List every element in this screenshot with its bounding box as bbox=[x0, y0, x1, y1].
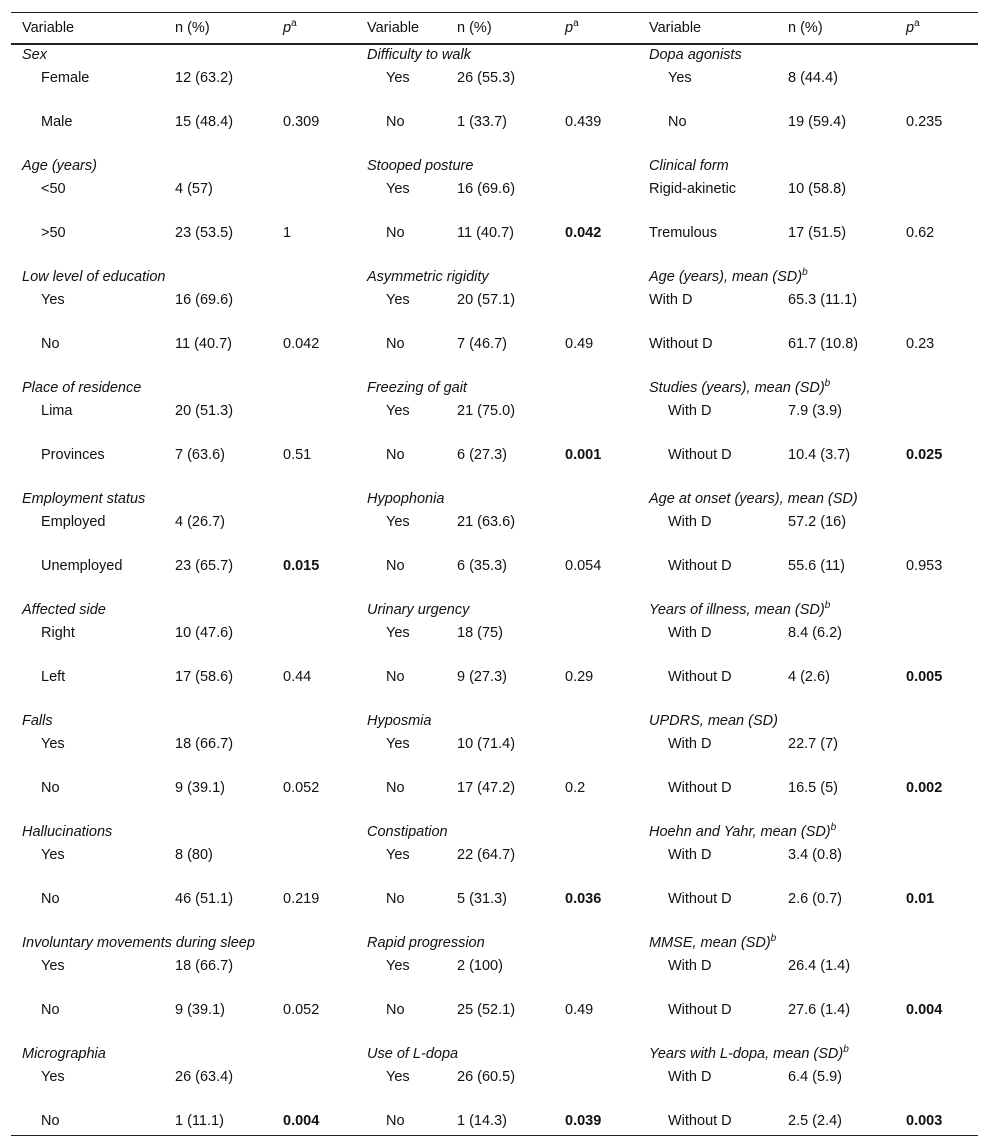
row-n-percent: 26 (55.3) bbox=[457, 70, 516, 86]
category-title-text: Place of residence bbox=[22, 380, 142, 396]
row-p-value: 0.052 bbox=[283, 1002, 320, 1018]
row-label: Without D bbox=[638, 1111, 777, 1136]
row-p-value bbox=[554, 179, 638, 223]
row-p-value: 1 bbox=[283, 225, 292, 241]
row-label: Without D bbox=[668, 891, 732, 907]
table-row bbox=[11, 734, 978, 778]
category-title-text: Age (years), mean (SD) bbox=[649, 269, 803, 285]
category-title bbox=[356, 267, 638, 290]
row-n-percent: 10 (47.6) bbox=[175, 625, 234, 641]
header-n-2: n (%) bbox=[446, 13, 554, 45]
category-row bbox=[11, 489, 978, 512]
row-n-percent: 1 (33.7) bbox=[457, 114, 507, 130]
row-p-value bbox=[554, 845, 638, 889]
row-p-value bbox=[272, 1067, 356, 1111]
table-row bbox=[11, 623, 978, 667]
footnote-marker: b bbox=[824, 378, 831, 390]
category-title-text: Hallucinations bbox=[22, 824, 113, 840]
row-n-percent: 26 (60.5) bbox=[457, 1069, 516, 1085]
category-title bbox=[11, 267, 356, 290]
row-p-value: 0.004 bbox=[906, 1002, 943, 1018]
row-p-value: 0.2 bbox=[565, 780, 586, 796]
category-title-text: UPDRS, mean (SD) bbox=[649, 713, 778, 729]
footnote-marker: b bbox=[843, 1044, 849, 1056]
row-label: >50 bbox=[41, 225, 66, 241]
row-p-value: 0.23 bbox=[906, 336, 935, 352]
row-p-value bbox=[895, 623, 978, 667]
table-row bbox=[11, 1000, 978, 1044]
row-p-value: 0.054 bbox=[565, 558, 602, 574]
row-n-percent: 5 (31.3) bbox=[457, 891, 507, 907]
row-label: Yes bbox=[386, 736, 410, 752]
row-n-percent: 61.7 (10.8) bbox=[788, 336, 859, 352]
category-title bbox=[11, 822, 356, 845]
table-row bbox=[11, 845, 978, 889]
row-n-percent: 12 (63.2) bbox=[175, 70, 234, 86]
row-p-value bbox=[554, 512, 638, 556]
table-row bbox=[11, 667, 978, 711]
category-title bbox=[356, 156, 638, 179]
category-title bbox=[11, 44, 356, 68]
row-p-value: 0.62 bbox=[906, 225, 935, 241]
row-n-percent: 21 (63.6) bbox=[457, 514, 516, 530]
row-p-value bbox=[272, 179, 356, 223]
row-p-value: 0.036 bbox=[565, 891, 602, 907]
table-row bbox=[11, 445, 978, 489]
row-label: Without D bbox=[668, 780, 732, 796]
row-n-percent: 2 (100) bbox=[457, 958, 503, 974]
category-title bbox=[356, 822, 638, 845]
header-variable-3: Variable bbox=[638, 13, 777, 45]
row-p-value bbox=[554, 1067, 638, 1111]
category-title-text: Urinary urgency bbox=[367, 602, 470, 618]
row-p-value bbox=[272, 845, 356, 889]
row-label: With D bbox=[668, 736, 712, 752]
category-title-text: Clinical form bbox=[649, 158, 729, 174]
table-row bbox=[11, 889, 978, 933]
header-n-3: n (%) bbox=[777, 13, 895, 45]
category-row bbox=[11, 156, 978, 179]
row-n-percent: 22 (64.7) bbox=[457, 847, 516, 863]
category-title bbox=[356, 600, 638, 623]
row-label: No bbox=[386, 669, 405, 685]
table-row bbox=[11, 556, 978, 600]
row-label: No bbox=[386, 780, 405, 796]
row-label: Yes bbox=[41, 1069, 65, 1085]
category-title-text: Freezing of gait bbox=[367, 380, 467, 396]
row-label: Rigid-akinetic bbox=[649, 181, 737, 197]
category-title-text: Affected side bbox=[22, 602, 106, 618]
row-n-percent: 7 (63.6) bbox=[175, 447, 225, 463]
row-p-value: 0.015 bbox=[283, 558, 320, 574]
row-n-percent: 23 (53.5) bbox=[175, 225, 234, 241]
row-label: No bbox=[386, 447, 405, 463]
category-title-text: Micrographia bbox=[22, 1046, 106, 1062]
table-row bbox=[11, 778, 978, 822]
row-n-percent: 22.7 (7) bbox=[788, 736, 838, 752]
category-title-text: Employment status bbox=[22, 491, 146, 507]
header-p-3: $p^a$ bbox=[895, 13, 978, 45]
category-title bbox=[356, 1044, 638, 1067]
row-label: Female bbox=[41, 70, 90, 86]
row-label: Yes bbox=[386, 1069, 410, 1085]
row-p-value: 0.01 bbox=[906, 891, 935, 907]
category-title-text: Stooped posture bbox=[367, 158, 474, 174]
category-title-text: Dopa agonists bbox=[649, 47, 742, 63]
category-title bbox=[356, 44, 638, 68]
row-label: Left bbox=[41, 669, 66, 685]
table-row bbox=[11, 956, 978, 1000]
row-label: No bbox=[386, 891, 405, 907]
row-p-value: 0.005 bbox=[906, 669, 943, 685]
category-title bbox=[11, 489, 356, 512]
row-label: Yes bbox=[386, 181, 410, 197]
row-p-value: 0.49 bbox=[565, 1002, 594, 1018]
header-p-1: $p^a$ bbox=[272, 13, 356, 45]
row-label: With D bbox=[668, 958, 712, 974]
category-title-text: Rapid progression bbox=[367, 935, 485, 951]
footnote-marker: b bbox=[802, 267, 808, 279]
row-n-percent: 20 (51.3) bbox=[175, 403, 234, 419]
row-p-value bbox=[272, 623, 356, 667]
row-n-percent: 8 (80) bbox=[175, 847, 213, 863]
category-title bbox=[356, 378, 638, 401]
row-label: Without D bbox=[668, 558, 732, 574]
category-title-text: Years with L-dopa, mean (SD) bbox=[649, 1046, 844, 1062]
row-label: No bbox=[11, 1111, 164, 1136]
row-n-percent: 18 (75) bbox=[457, 625, 503, 641]
row-n-percent: 19 (59.4) bbox=[788, 114, 847, 130]
category-row bbox=[11, 267, 978, 290]
category-title-text: Years of illness, mean (SD) bbox=[649, 602, 825, 618]
row-p-value bbox=[895, 179, 978, 223]
row-n-percent: 18 (66.7) bbox=[175, 736, 234, 752]
row-n-percent: 3.4 (0.8) bbox=[788, 847, 842, 863]
row-p-value: 0.042 bbox=[283, 336, 320, 352]
row-label: No bbox=[356, 1111, 446, 1136]
category-title bbox=[638, 44, 978, 68]
row-p-value: 0.44 bbox=[283, 669, 312, 685]
row-label: Lima bbox=[41, 403, 73, 419]
row-p-value bbox=[272, 401, 356, 445]
row-n-percent: 2.6 (0.7) bbox=[788, 891, 842, 907]
category-title-text: Hyposmia bbox=[367, 713, 432, 729]
category-title-text: Constipation bbox=[367, 824, 448, 840]
table-row bbox=[11, 112, 978, 156]
results-table bbox=[11, 12, 978, 1136]
row-p-value bbox=[895, 956, 978, 1000]
category-title bbox=[11, 933, 356, 956]
category-title bbox=[638, 1044, 978, 1067]
row-n-percent: 20 (57.1) bbox=[457, 292, 516, 308]
row-n-percent: 65.3 (11.1) bbox=[788, 292, 858, 308]
row-label: No bbox=[41, 336, 60, 352]
header-n-1: n (%) bbox=[164, 13, 272, 45]
category-title-text: Low level of education bbox=[22, 269, 166, 285]
table-row bbox=[11, 179, 978, 223]
row-label: Without D bbox=[668, 1002, 732, 1018]
category-title-text: Use of L-dopa bbox=[367, 1046, 459, 1062]
category-title bbox=[356, 933, 638, 956]
row-n-percent: 8.4 (6.2) bbox=[788, 625, 842, 641]
row-label: No bbox=[41, 780, 60, 796]
row-n-percent: 2.5 (2.4) bbox=[777, 1111, 895, 1136]
category-row bbox=[11, 822, 978, 845]
row-p-value bbox=[895, 734, 978, 778]
row-p-value: 0.025 bbox=[906, 447, 943, 463]
row-p-value bbox=[554, 956, 638, 1000]
header-variable-1: Variable bbox=[11, 13, 164, 45]
row-label: With D bbox=[668, 514, 712, 530]
row-p-value bbox=[895, 290, 978, 334]
category-title-text: Asymmetric rigidity bbox=[367, 269, 489, 285]
row-n-percent: 23 (65.7) bbox=[175, 558, 234, 574]
category-title bbox=[638, 822, 978, 845]
row-p-value bbox=[895, 512, 978, 556]
row-p-value bbox=[554, 623, 638, 667]
table-row bbox=[11, 1067, 978, 1111]
row-p-value bbox=[554, 401, 638, 445]
header-variable-2: Variable bbox=[356, 13, 446, 45]
row-p-value: 0.309 bbox=[283, 114, 320, 130]
row-p-value bbox=[272, 956, 356, 1000]
header-row bbox=[11, 13, 978, 45]
row-label: No bbox=[41, 891, 60, 907]
row-n-percent: 10.4 (3.7) bbox=[788, 447, 851, 463]
category-title bbox=[11, 711, 356, 734]
row-label: <50 bbox=[41, 181, 66, 197]
category-title bbox=[638, 600, 978, 623]
row-p-value bbox=[272, 512, 356, 556]
row-p-value bbox=[554, 734, 638, 778]
table-row bbox=[11, 1111, 978, 1136]
header-p-2: $p^a$ bbox=[554, 13, 638, 45]
row-label: Yes bbox=[386, 958, 410, 974]
row-label: Yes bbox=[386, 403, 410, 419]
row-label: No bbox=[386, 558, 405, 574]
category-row bbox=[11, 600, 978, 623]
category-title bbox=[356, 489, 638, 512]
row-n-percent: 1 (11.1) bbox=[164, 1111, 272, 1136]
category-row bbox=[11, 711, 978, 734]
category-row bbox=[11, 378, 978, 401]
category-title-text: Age at onset (years), mean (SD) bbox=[649, 491, 858, 507]
row-label: Employed bbox=[41, 514, 106, 530]
row-label: No bbox=[386, 225, 405, 241]
row-p-value: 0.953 bbox=[906, 558, 943, 574]
row-p-value: 0.039 bbox=[554, 1111, 638, 1136]
row-label: No bbox=[668, 114, 687, 130]
row-label: Yes bbox=[41, 736, 65, 752]
category-title-text: Sex bbox=[22, 47, 47, 63]
row-label: Yes bbox=[386, 70, 410, 86]
row-n-percent: 9 (39.1) bbox=[175, 1002, 225, 1018]
row-p-value bbox=[895, 845, 978, 889]
row-label: Without D bbox=[649, 336, 713, 352]
row-n-percent: 4 (26.7) bbox=[175, 514, 225, 530]
row-n-percent: 4 (2.6) bbox=[788, 669, 830, 685]
table-row bbox=[11, 334, 978, 378]
category-title bbox=[11, 378, 356, 401]
row-label: Yes bbox=[41, 847, 65, 863]
row-p-value: 0.042 bbox=[565, 225, 602, 241]
row-n-percent: 57.2 (16) bbox=[788, 514, 847, 530]
category-title bbox=[638, 711, 978, 734]
row-n-percent: 18 (66.7) bbox=[175, 958, 234, 974]
row-n-percent: 21 (75.0) bbox=[457, 403, 516, 419]
row-label: Male bbox=[41, 114, 73, 130]
row-n-percent: 16 (69.6) bbox=[175, 292, 234, 308]
table-row bbox=[11, 512, 978, 556]
category-row bbox=[11, 44, 978, 68]
category-title-text: Age (years) bbox=[22, 158, 97, 174]
category-title-text: Studies (years), mean (SD) bbox=[649, 380, 825, 396]
row-label: No bbox=[41, 1002, 60, 1018]
row-label: Yes bbox=[41, 292, 65, 308]
row-n-percent: 17 (47.2) bbox=[457, 780, 516, 796]
row-n-percent: 26 (63.4) bbox=[175, 1069, 234, 1085]
row-label: Yes bbox=[41, 958, 65, 974]
row-label: Yes bbox=[386, 847, 410, 863]
row-label: Without D bbox=[668, 447, 732, 463]
row-n-percent: 16.5 (5) bbox=[788, 780, 838, 796]
row-n-percent: 11 (40.7) bbox=[457, 225, 514, 241]
row-p-value: 0.439 bbox=[565, 114, 602, 130]
row-n-percent: 17 (58.6) bbox=[175, 669, 234, 685]
row-p-value bbox=[272, 290, 356, 334]
category-title bbox=[638, 933, 978, 956]
row-p-value bbox=[272, 734, 356, 778]
row-label: Without D bbox=[668, 669, 732, 685]
row-n-percent: 6.4 (5.9) bbox=[788, 1069, 842, 1085]
row-p-value: 0.002 bbox=[906, 780, 943, 796]
category-row bbox=[11, 1044, 978, 1067]
table-row bbox=[11, 223, 978, 267]
row-p-value: 0.51 bbox=[283, 447, 312, 463]
row-label: With D bbox=[668, 847, 712, 863]
row-n-percent: 55.6 (11) bbox=[788, 558, 845, 574]
row-p-value bbox=[895, 401, 978, 445]
row-n-percent: 26.4 (1.4) bbox=[788, 958, 851, 974]
category-title bbox=[356, 711, 638, 734]
row-label: Yes bbox=[386, 292, 410, 308]
row-p-value: 0.003 bbox=[895, 1111, 978, 1136]
row-label: Yes bbox=[668, 70, 692, 86]
row-n-percent: 1 (14.3) bbox=[446, 1111, 554, 1136]
row-label: Yes bbox=[386, 625, 410, 641]
table-body bbox=[11, 44, 978, 1136]
row-p-value: 0.235 bbox=[906, 114, 943, 130]
row-p-value: 0.001 bbox=[565, 447, 602, 463]
category-title bbox=[638, 378, 978, 401]
category-title bbox=[11, 1044, 356, 1067]
row-n-percent: 9 (27.3) bbox=[457, 669, 507, 685]
table-row bbox=[11, 68, 978, 112]
category-title bbox=[11, 156, 356, 179]
row-p-value: 0.219 bbox=[283, 891, 320, 907]
category-title-text: Falls bbox=[22, 713, 53, 729]
row-n-percent: 10 (58.8) bbox=[788, 181, 847, 197]
row-label: With D bbox=[668, 403, 712, 419]
results-table-container bbox=[11, 12, 978, 1136]
row-label: Yes bbox=[386, 514, 410, 530]
category-row bbox=[11, 933, 978, 956]
category-title-text: MMSE, mean (SD) bbox=[649, 935, 771, 951]
category-title bbox=[638, 489, 978, 512]
row-n-percent: 7.9 (3.9) bbox=[788, 403, 842, 419]
row-n-percent: 8 (44.4) bbox=[788, 70, 838, 86]
row-n-percent: 10 (71.4) bbox=[457, 736, 516, 752]
row-p-value bbox=[554, 290, 638, 334]
row-n-percent: 46 (51.1) bbox=[175, 891, 234, 907]
category-title-text: Difficulty to walk bbox=[367, 47, 471, 63]
footnote-marker: b bbox=[830, 822, 837, 834]
row-label: With D bbox=[668, 625, 712, 641]
row-n-percent: 4 (57) bbox=[175, 181, 213, 197]
row-n-percent: 17 (51.5) bbox=[788, 225, 847, 241]
row-n-percent: 16 (69.6) bbox=[457, 181, 516, 197]
row-label: Right bbox=[41, 625, 75, 641]
row-label: No bbox=[386, 336, 405, 352]
table-row bbox=[11, 290, 978, 334]
category-title-text: Hypophonia bbox=[367, 491, 445, 507]
row-p-value bbox=[895, 1067, 978, 1111]
table-row bbox=[11, 401, 978, 445]
category-title-text: Hoehn and Yahr, mean (SD) bbox=[649, 824, 831, 840]
row-n-percent: 27.6 (1.4) bbox=[788, 1002, 851, 1018]
row-n-percent: 6 (27.3) bbox=[457, 447, 507, 463]
row-p-value: 0.004 bbox=[272, 1111, 356, 1136]
row-n-percent: 11 (40.7) bbox=[175, 336, 232, 352]
footnote-marker: b bbox=[770, 933, 777, 945]
footnote-marker: b bbox=[824, 600, 831, 612]
row-n-percent: 25 (52.1) bbox=[457, 1002, 516, 1018]
row-label: No bbox=[386, 114, 405, 130]
category-title bbox=[638, 156, 978, 179]
row-label: With D bbox=[649, 292, 693, 308]
row-p-value: 0.49 bbox=[565, 336, 594, 352]
category-title bbox=[638, 267, 978, 290]
row-n-percent: 6 (35.3) bbox=[457, 558, 507, 574]
row-p-value bbox=[272, 68, 356, 112]
row-p-value: 0.052 bbox=[283, 780, 320, 796]
row-p-value bbox=[895, 68, 978, 112]
row-label: Provinces bbox=[41, 447, 105, 463]
row-label: No bbox=[386, 1002, 405, 1018]
row-n-percent: 7 (46.7) bbox=[457, 336, 507, 352]
row-label: Tremulous bbox=[649, 225, 717, 241]
row-p-value bbox=[554, 68, 638, 112]
row-n-percent: 9 (39.1) bbox=[175, 780, 225, 796]
category-title-text: Involuntary movements during sleep bbox=[22, 935, 255, 951]
row-n-percent: 15 (48.4) bbox=[175, 114, 234, 130]
row-label: With D bbox=[668, 1069, 712, 1085]
row-p-value: 0.29 bbox=[565, 669, 594, 685]
category-title bbox=[11, 600, 356, 623]
row-label: Unemployed bbox=[41, 558, 123, 574]
